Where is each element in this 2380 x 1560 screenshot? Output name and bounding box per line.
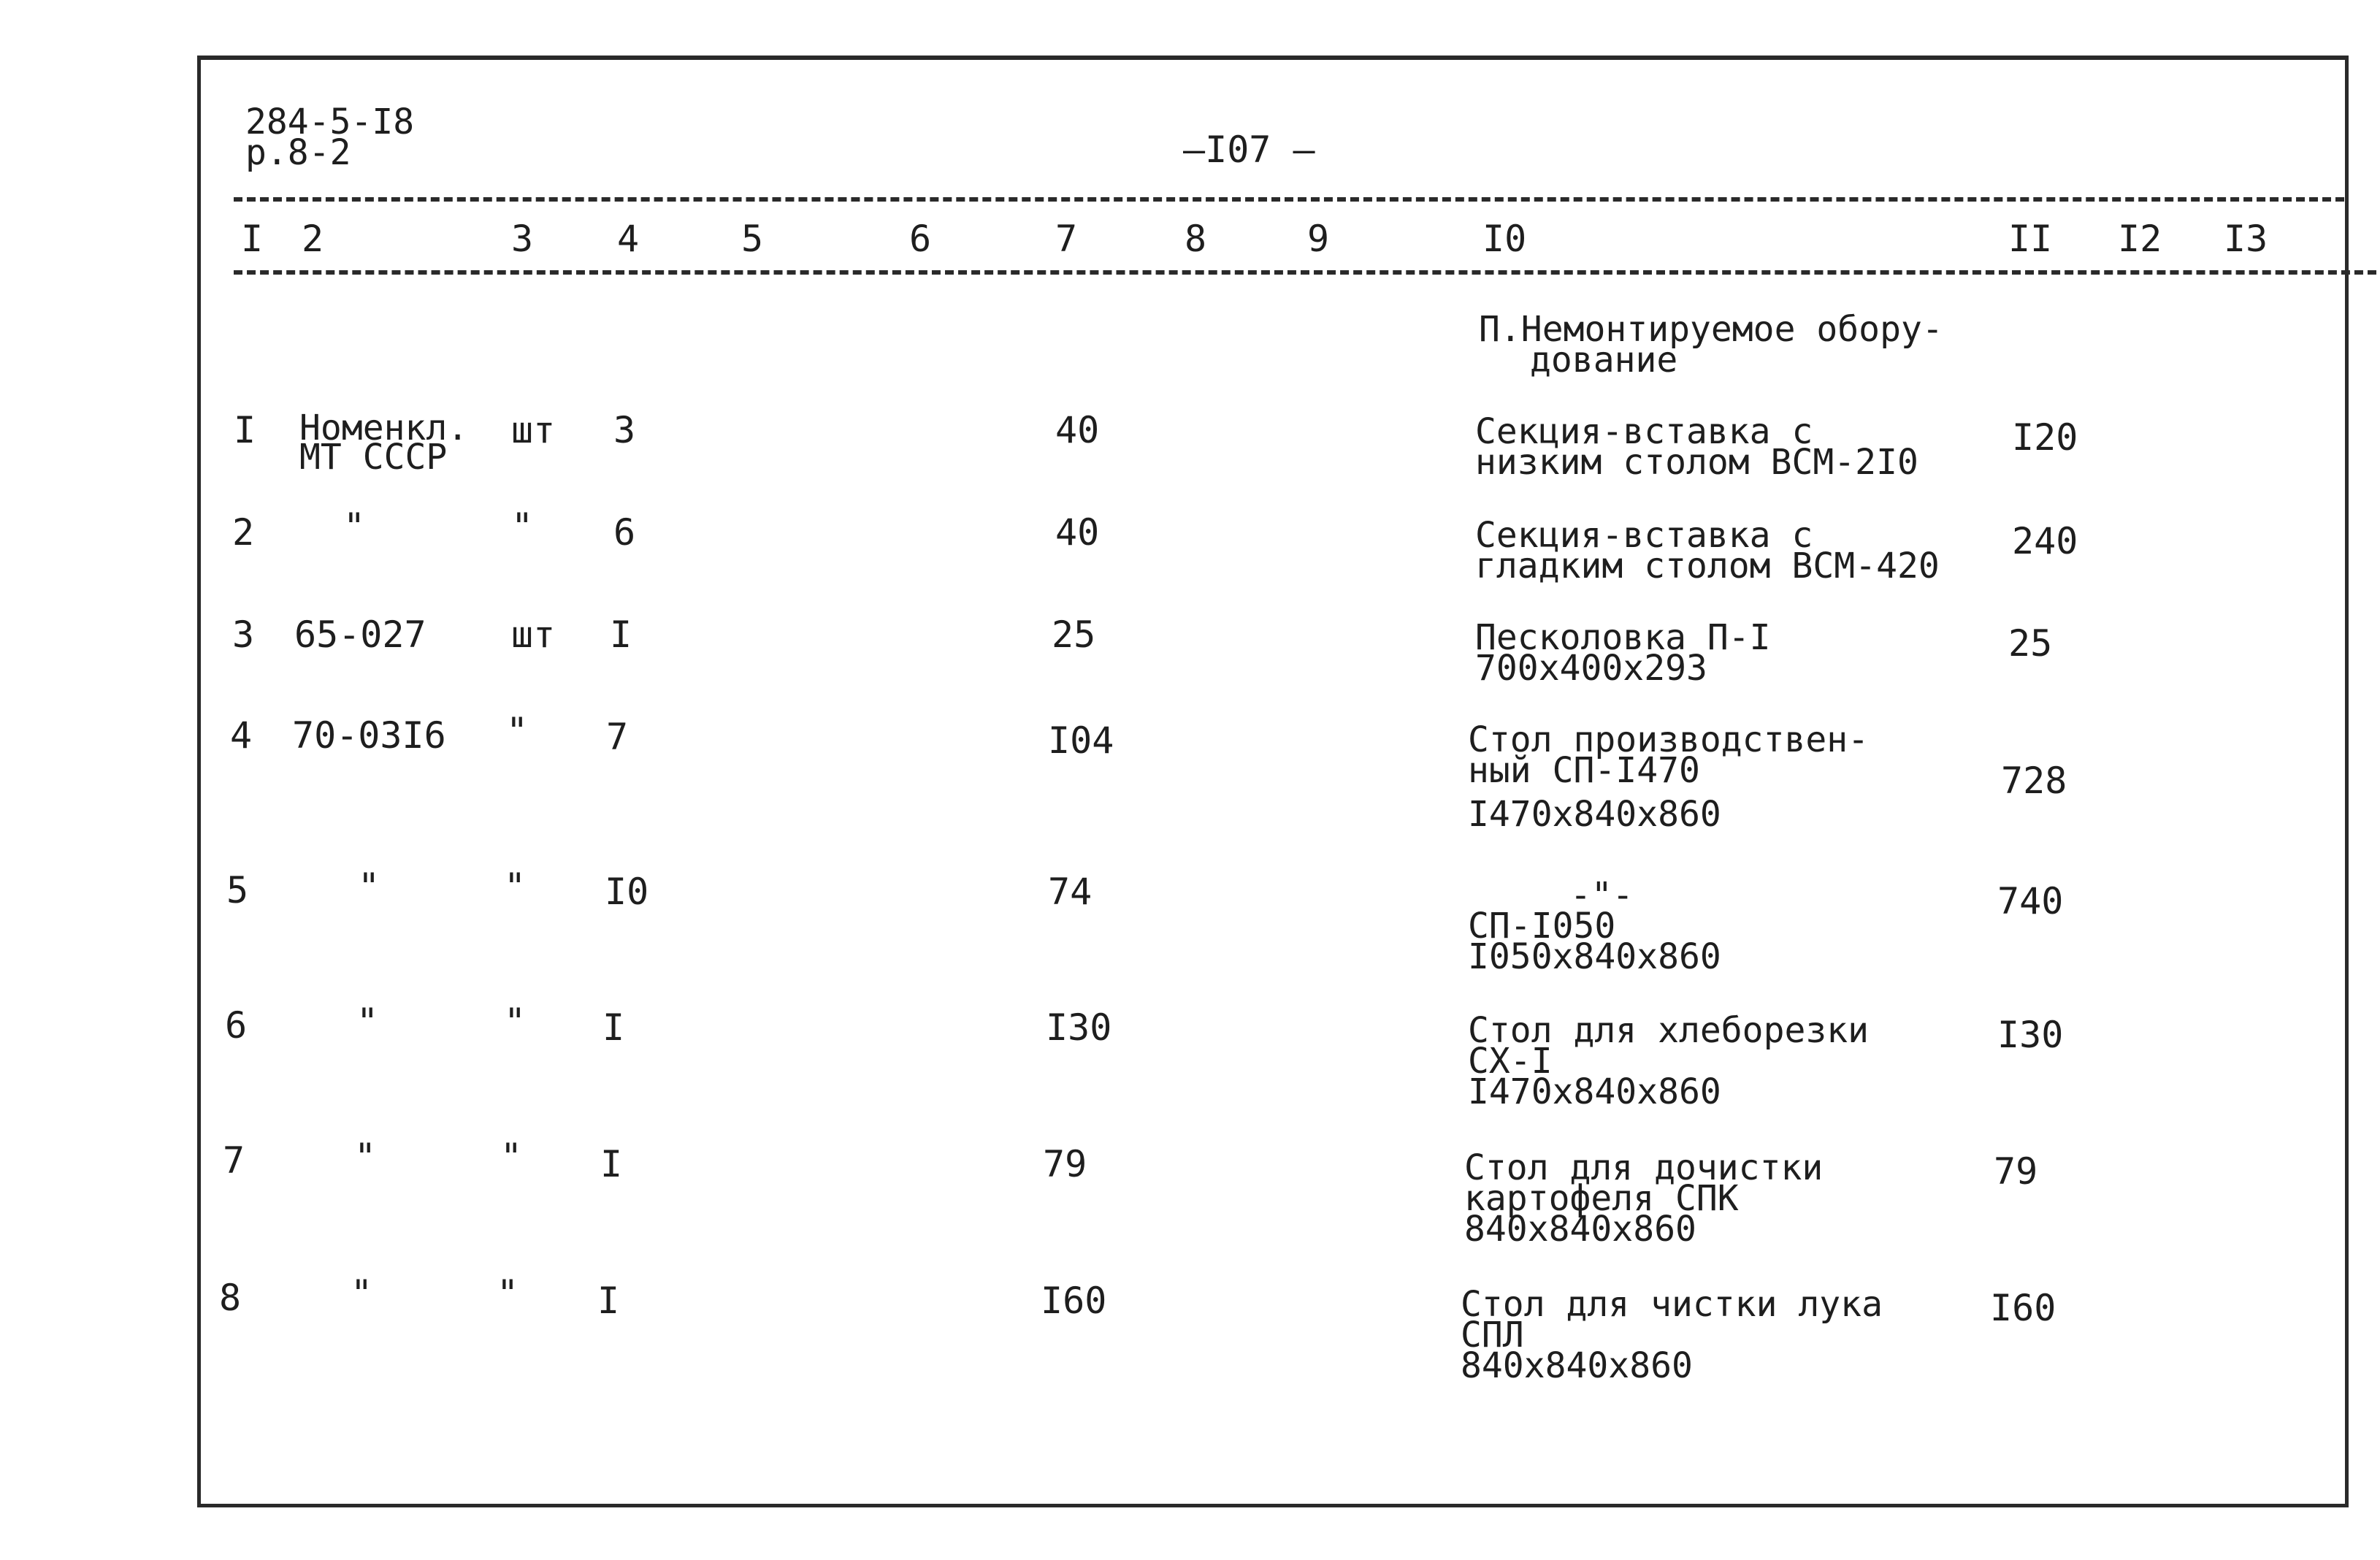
section-title-line1: П.Немонтируемое обору-	[1479, 309, 1943, 350]
column-number-12: I2	[2118, 218, 2162, 260]
item-description	[1475, 617, 1771, 689]
column-7-value: I30	[1046, 1006, 1112, 1049]
quantity: I	[597, 1280, 620, 1322]
catalog-code: "	[351, 1272, 373, 1315]
document-code-line2: р.8-2	[245, 132, 351, 173]
total-value: I20	[2012, 416, 2078, 459]
item-description	[1468, 875, 1721, 977]
column-number-4: 4	[617, 218, 640, 260]
header-rule-top	[234, 197, 2344, 202]
column-7-value: I60	[1041, 1280, 1107, 1322]
quantity: 3	[613, 409, 636, 451]
catalog-code: "	[358, 865, 380, 908]
description-line: Стол для дочистки	[1464, 1147, 1824, 1188]
description-line: I050х840х860	[1468, 936, 1721, 977]
description-line: ный СП-I470	[1468, 750, 1700, 791]
column-number-13: I3	[2224, 218, 2268, 260]
unit: "	[497, 1272, 519, 1315]
section-title-line2: дование	[1530, 340, 1678, 381]
quantity: 7	[606, 716, 629, 758]
description-line: СП-I050	[1468, 906, 1616, 947]
quantity: I	[602, 1006, 625, 1049]
catalog-code-line2: МТ СССР	[299, 437, 448, 478]
description-line: Секция-вставка с	[1475, 515, 1813, 556]
row-number: 7	[223, 1139, 245, 1182]
quantity: I0	[605, 871, 649, 913]
quantity: I	[610, 613, 632, 656]
catalog-code: "	[343, 505, 366, 548]
total-value: 728	[2001, 760, 2067, 802]
document-code-line1: 284-5-I8	[245, 102, 415, 142]
unit: "	[500, 1136, 523, 1178]
catalog-code: "	[354, 1136, 377, 1178]
item-description	[1475, 515, 1940, 586]
description-line: Секция-вставка с	[1475, 411, 1813, 452]
description-line: Стол производствен-	[1468, 719, 1870, 760]
description-line: СПЛ	[1461, 1315, 1524, 1356]
catalog-code: "	[356, 1001, 379, 1043]
column-number-2: 2	[302, 218, 324, 260]
total-value: 25	[2008, 622, 2053, 665]
quantity: I	[600, 1143, 623, 1185]
description-line: гладким столом ВСМ-420	[1475, 546, 1940, 586]
item-description	[1464, 1147, 1824, 1250]
total-value: I60	[1990, 1287, 2056, 1329]
description-line: 840х840х860	[1461, 1345, 1693, 1386]
column-number-6: 6	[909, 218, 932, 260]
total-value: 79	[1994, 1150, 2038, 1193]
description-line: Песколовка П-I	[1475, 617, 1771, 658]
unit: шт	[511, 613, 556, 656]
page-number: —I07 —	[1183, 129, 1315, 171]
item-description	[1468, 1010, 1870, 1112]
item-description	[1461, 1284, 1883, 1386]
section-title	[1479, 309, 1943, 381]
unit: "	[504, 865, 527, 908]
column-7-value: I04	[1048, 719, 1114, 762]
column-7-value: 79	[1043, 1143, 1087, 1185]
unit: "	[504, 1001, 527, 1043]
catalog-code: Номенкл.	[299, 408, 469, 448]
header-rule-bottom	[234, 270, 2376, 275]
column-number-3: 3	[511, 218, 534, 260]
column-7-value: 25	[1052, 613, 1096, 656]
unit: "	[506, 710, 529, 752]
row-number: 3	[232, 613, 255, 656]
row-number: 6	[225, 1004, 248, 1047]
quantity: 6	[613, 511, 636, 554]
item-description	[1475, 411, 1918, 483]
column-number-5: 5	[741, 218, 764, 260]
column-7-value: 40	[1055, 511, 1100, 554]
total-value: 240	[2012, 520, 2078, 562]
description-line: 700х400х293	[1475, 648, 1707, 689]
document-code	[245, 102, 415, 173]
column-number-11: II	[2008, 218, 2053, 260]
column-number-1: I	[241, 218, 264, 260]
column-number-8: 8	[1185, 218, 1207, 260]
description-line: -"-	[1570, 875, 1634, 916]
item-description	[1468, 719, 1870, 835]
description-line: низким столом ВСМ-2I0	[1475, 442, 1918, 483]
row-number: I	[234, 409, 256, 451]
catalog-code: 65-027	[294, 613, 426, 656]
column-7-value: 40	[1055, 409, 1100, 451]
description-line: картофеля СПК	[1464, 1178, 1739, 1219]
total-value: I30	[1997, 1014, 2064, 1056]
column-7-value: 74	[1048, 871, 1093, 913]
total-value: 740	[1997, 880, 2064, 922]
description-line: 840х840х860	[1464, 1209, 1696, 1250]
description-line: I470х840х860	[1468, 1071, 1721, 1112]
row-number: 5	[226, 869, 249, 911]
catalog-code: 70-03I6	[292, 714, 446, 757]
row-number: 4	[230, 714, 253, 757]
column-number-7: 7	[1055, 218, 1078, 260]
column-number-9: 9	[1307, 218, 1330, 260]
description-line: Стол для хлеборезки	[1468, 1010, 1870, 1051]
unit: "	[511, 505, 534, 548]
column-number-10: I0	[1482, 218, 1527, 260]
row-number: 2	[232, 511, 255, 554]
unit: шт	[511, 409, 556, 451]
description-line: I470х840х860	[1468, 794, 1721, 835]
description-line: СХ-I	[1468, 1041, 1553, 1082]
description-line: Стол для чистки лука	[1461, 1284, 1883, 1325]
row-number: 8	[219, 1277, 242, 1319]
